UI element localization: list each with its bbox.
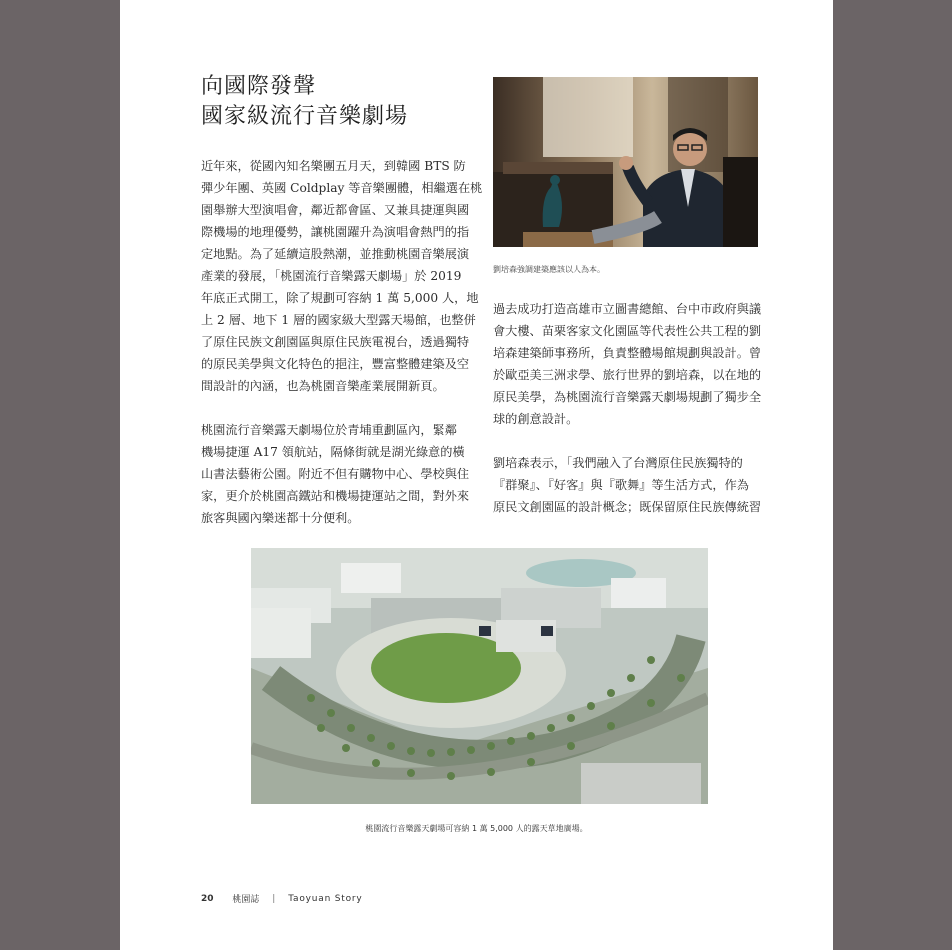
text-line: 會大樓、苗栗客家文化園區等代表性公共工程的劉 — [493, 324, 762, 338]
footer-separator: | — [272, 893, 276, 904]
right-column — [493, 298, 762, 518]
text-line: 原民文創園區的設計概念；既保留原住民族傳統習 — [493, 500, 762, 514]
magazine-english-name: Taoyuan Story — [288, 893, 363, 904]
text-line: 家，更介於桃園高鐵站和機場捷運站之間，對外來 — [201, 489, 470, 503]
text-line: 球的創意設計。 — [493, 412, 579, 426]
right-paragraph-1 — [493, 298, 762, 430]
text-line: 園舉辦大型演唱會，鄰近都會區、又兼具捷運與國 — [201, 203, 470, 217]
aerial-rendering-illustration — [251, 548, 708, 804]
magazine-name: 桃園誌 — [232, 895, 260, 905]
text-line: 的原民美學與文化特色的挹注，豐富整體建築及空 — [201, 357, 470, 371]
article-title — [201, 72, 408, 132]
text-line: 年底正式開工，除了規劃可容納 1 萬 5,000 人，地 — [201, 291, 479, 305]
architect-photo-illustration — [493, 77, 758, 247]
text-line: 於歐亞美三洲求學、旅行世界的劉培森，以在地的 — [493, 368, 762, 382]
photo-caption: 劉培森強調建築應該以人為本。 — [493, 265, 605, 274]
text-line: 產業的發展，「桃園流行音樂露天劇場」於 2019 — [201, 269, 462, 283]
text-line: 上 2 層、地下 1 層的國家級大型露天場館，也整併 — [201, 313, 476, 327]
text-line: 桃園流行音樂露天劇場位於青埔重劃區內，緊鄰 — [201, 423, 457, 437]
text-line: 『群聚』、『好客』與『歌舞』等生活方式，作為 — [493, 478, 749, 492]
title-line-2: 國家級流行音樂劇場 — [201, 104, 409, 129]
text-line: 培森建築師事務所，負責整體場館規劃與設計。曾 — [493, 346, 762, 360]
architect-photo — [493, 77, 758, 247]
text-line: 劉培森表示，「我們融入了台灣原住民族獨特的 — [493, 456, 743, 470]
left-paragraph-2 — [201, 419, 470, 529]
text-line: 間設計的內涵，也為桃園音樂產業展開新頁。 — [201, 379, 445, 393]
page-footer — [201, 892, 363, 905]
title-line-1: 向國際發聲 — [201, 74, 317, 99]
text-line: 山書法藝術公園。附近不但有購物中心、學校與住 — [201, 467, 470, 481]
magazine-page — [120, 0, 833, 950]
right-paragraph-2 — [493, 452, 762, 518]
aerial-rendering — [251, 548, 708, 804]
aerial-caption: 桃園流行音樂露天劇場可容納 1 萬 5,000 人的露天草地廣場。 — [365, 824, 588, 833]
text-line: 原民美學，為桃園流行音樂露天劇場規劃了獨步全 — [493, 390, 762, 404]
text-line: 機場捷運 A17 領航站，隔條街就是湖光綠意的橫 — [201, 445, 465, 459]
text-line: 過去成功打造高雄市立圖書總館、台中市政府與議 — [493, 302, 762, 316]
text-line: 定地點。為了延續這股熱潮，並推動桃園音樂展演 — [201, 247, 470, 261]
text-line: 彈少年團、英國 Coldplay 等音樂團體，相繼選在桃 — [201, 181, 483, 195]
text-line: 近年來，從國內知名樂團五月天，到韓國 BTS 防 — [201, 159, 466, 173]
page-number: 20 — [201, 893, 214, 904]
text-line: 際機場的地理優勢，讓桃園躍升為演唱會熱門的指 — [201, 225, 470, 239]
text-line: 旅客與國內樂迷都十分便利。 — [201, 511, 360, 525]
text-line: 了原住民族文創園區與原住民族電視台，透過獨特 — [201, 335, 470, 349]
left-paragraph-1 — [201, 155, 483, 397]
left-column — [201, 155, 483, 529]
